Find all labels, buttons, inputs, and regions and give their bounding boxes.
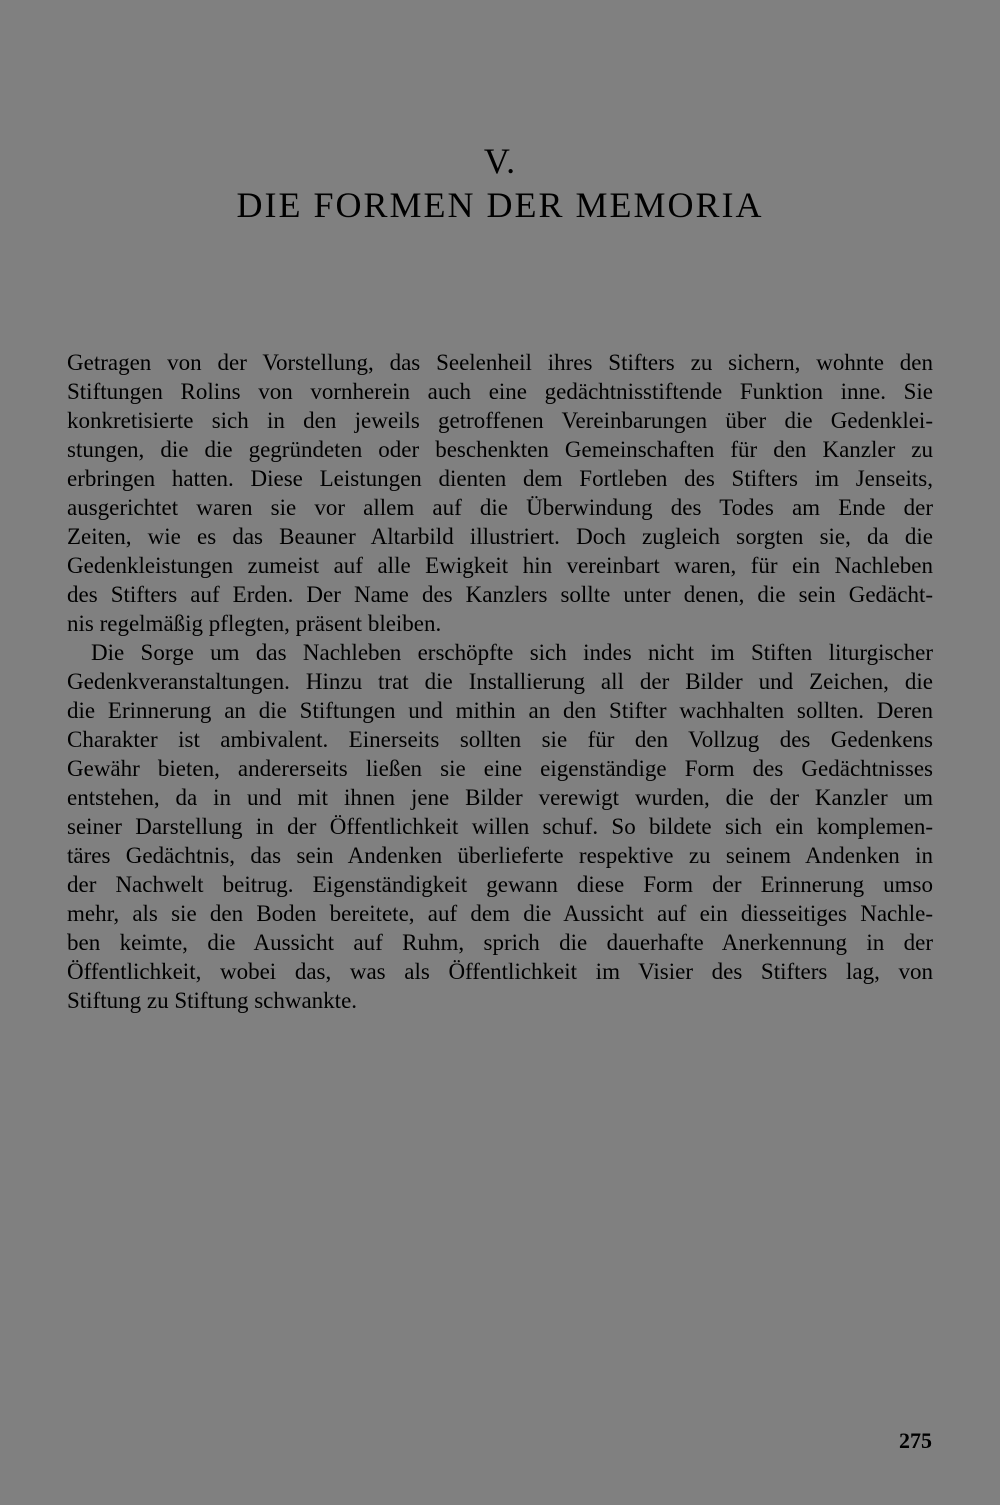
paragraph-1 xyxy=(67,348,933,638)
text-line: Gedenkveranstaltungen. Hinzu trat die Installierung all der Bilder und Zeichen, die xyxy=(67,669,933,694)
paragraph-2 xyxy=(67,638,933,1015)
text-line: die Erinnerung an die Stiftungen und mithin an den Stifter wachhalten sollten. Deren xyxy=(67,698,933,723)
text-line: der Nachwelt beitrug. Eigenständigkeit gewann diese Form der Erinnerung umso xyxy=(67,872,933,897)
text-line: konkretisierte sich in den jeweils getroffenen Vereinbarungen über die Gedenklei- xyxy=(67,408,933,433)
text-line: nis regelmäßig pflegten, präsent bleiben. xyxy=(67,611,442,636)
text-line: Die Sorge um das Nachleben erschöpfte sich indes nicht im Stiften liturgischer xyxy=(91,640,933,665)
text-line: ausgerichtet waren sie vor allem auf die Überwindung des Todes am Ende der xyxy=(67,495,933,520)
text-line: stungen, die die gegründeten oder beschenkten Gemeinschaften für den Kanzler zu xyxy=(67,437,933,462)
text-line: Gewähr bieten, andererseits ließen sie eine eigenständige Form des Gedächtnisses xyxy=(67,756,933,781)
text-line: Stiftung zu Stiftung schwankte. xyxy=(67,988,358,1013)
text-line: des Stifters auf Erden. Der Name des Kanzlers sollte unter denen, die sein Gedächt- xyxy=(67,582,933,607)
text-line: Getragen von der Vorstellung, das Seelenheil ihres Stifters zu sichern, wohnte den xyxy=(67,350,933,375)
text-line: Charakter ist ambivalent. Einerseits sollten sie für den Vollzug des Gedenkens xyxy=(67,727,933,752)
chapter-title: DIE FORMEN DER MEMORIA xyxy=(236,185,764,225)
text-line: seiner Darstellung in der Öffentlichkeit willen schuf. So bildete sich ein komplemen- xyxy=(67,814,933,839)
text-line: Gedenkleistungen zumeist auf alle Ewigkeit hin vereinbart waren, für ein Nachleben xyxy=(67,553,933,578)
chapter-number: V. xyxy=(483,141,517,181)
text-line: Zeiten, wie es das Beauner Altarbild illustriert. Doch zugleich sorgten sie, da die xyxy=(67,524,933,549)
text-line: Stiftungen Rolins von vornherein auch eine gedächtnisstiftende Funktion inne. Sie xyxy=(67,379,933,404)
text-line: mehr, als sie den Boden bereitete, auf dem die Aussicht auf ein diesseitiges Nachle- xyxy=(67,901,933,926)
text-line: erbringen hatten. Diese Leistungen dienten dem Fortleben des Stifters im Jenseits, xyxy=(67,466,933,491)
text-line: täres Gedächtnis, das sein Andenken überlieferte respektive zu seinem Andenken in xyxy=(67,843,933,868)
text-line: Öffentlichkeit, wobei das, was als Öffentlichkeit im Visier des Stifters lag, von xyxy=(67,959,933,984)
text-line: ben keimte, die Aussicht auf Ruhm, sprich die dauerhafte Anerkennung in der xyxy=(67,930,933,955)
text-line: entstehen, da in und mit ihnen jene Bilder verewigt wurden, die der Kanzler um xyxy=(67,785,933,810)
page-number: 275 xyxy=(899,1428,932,1453)
body-text xyxy=(67,348,933,1015)
